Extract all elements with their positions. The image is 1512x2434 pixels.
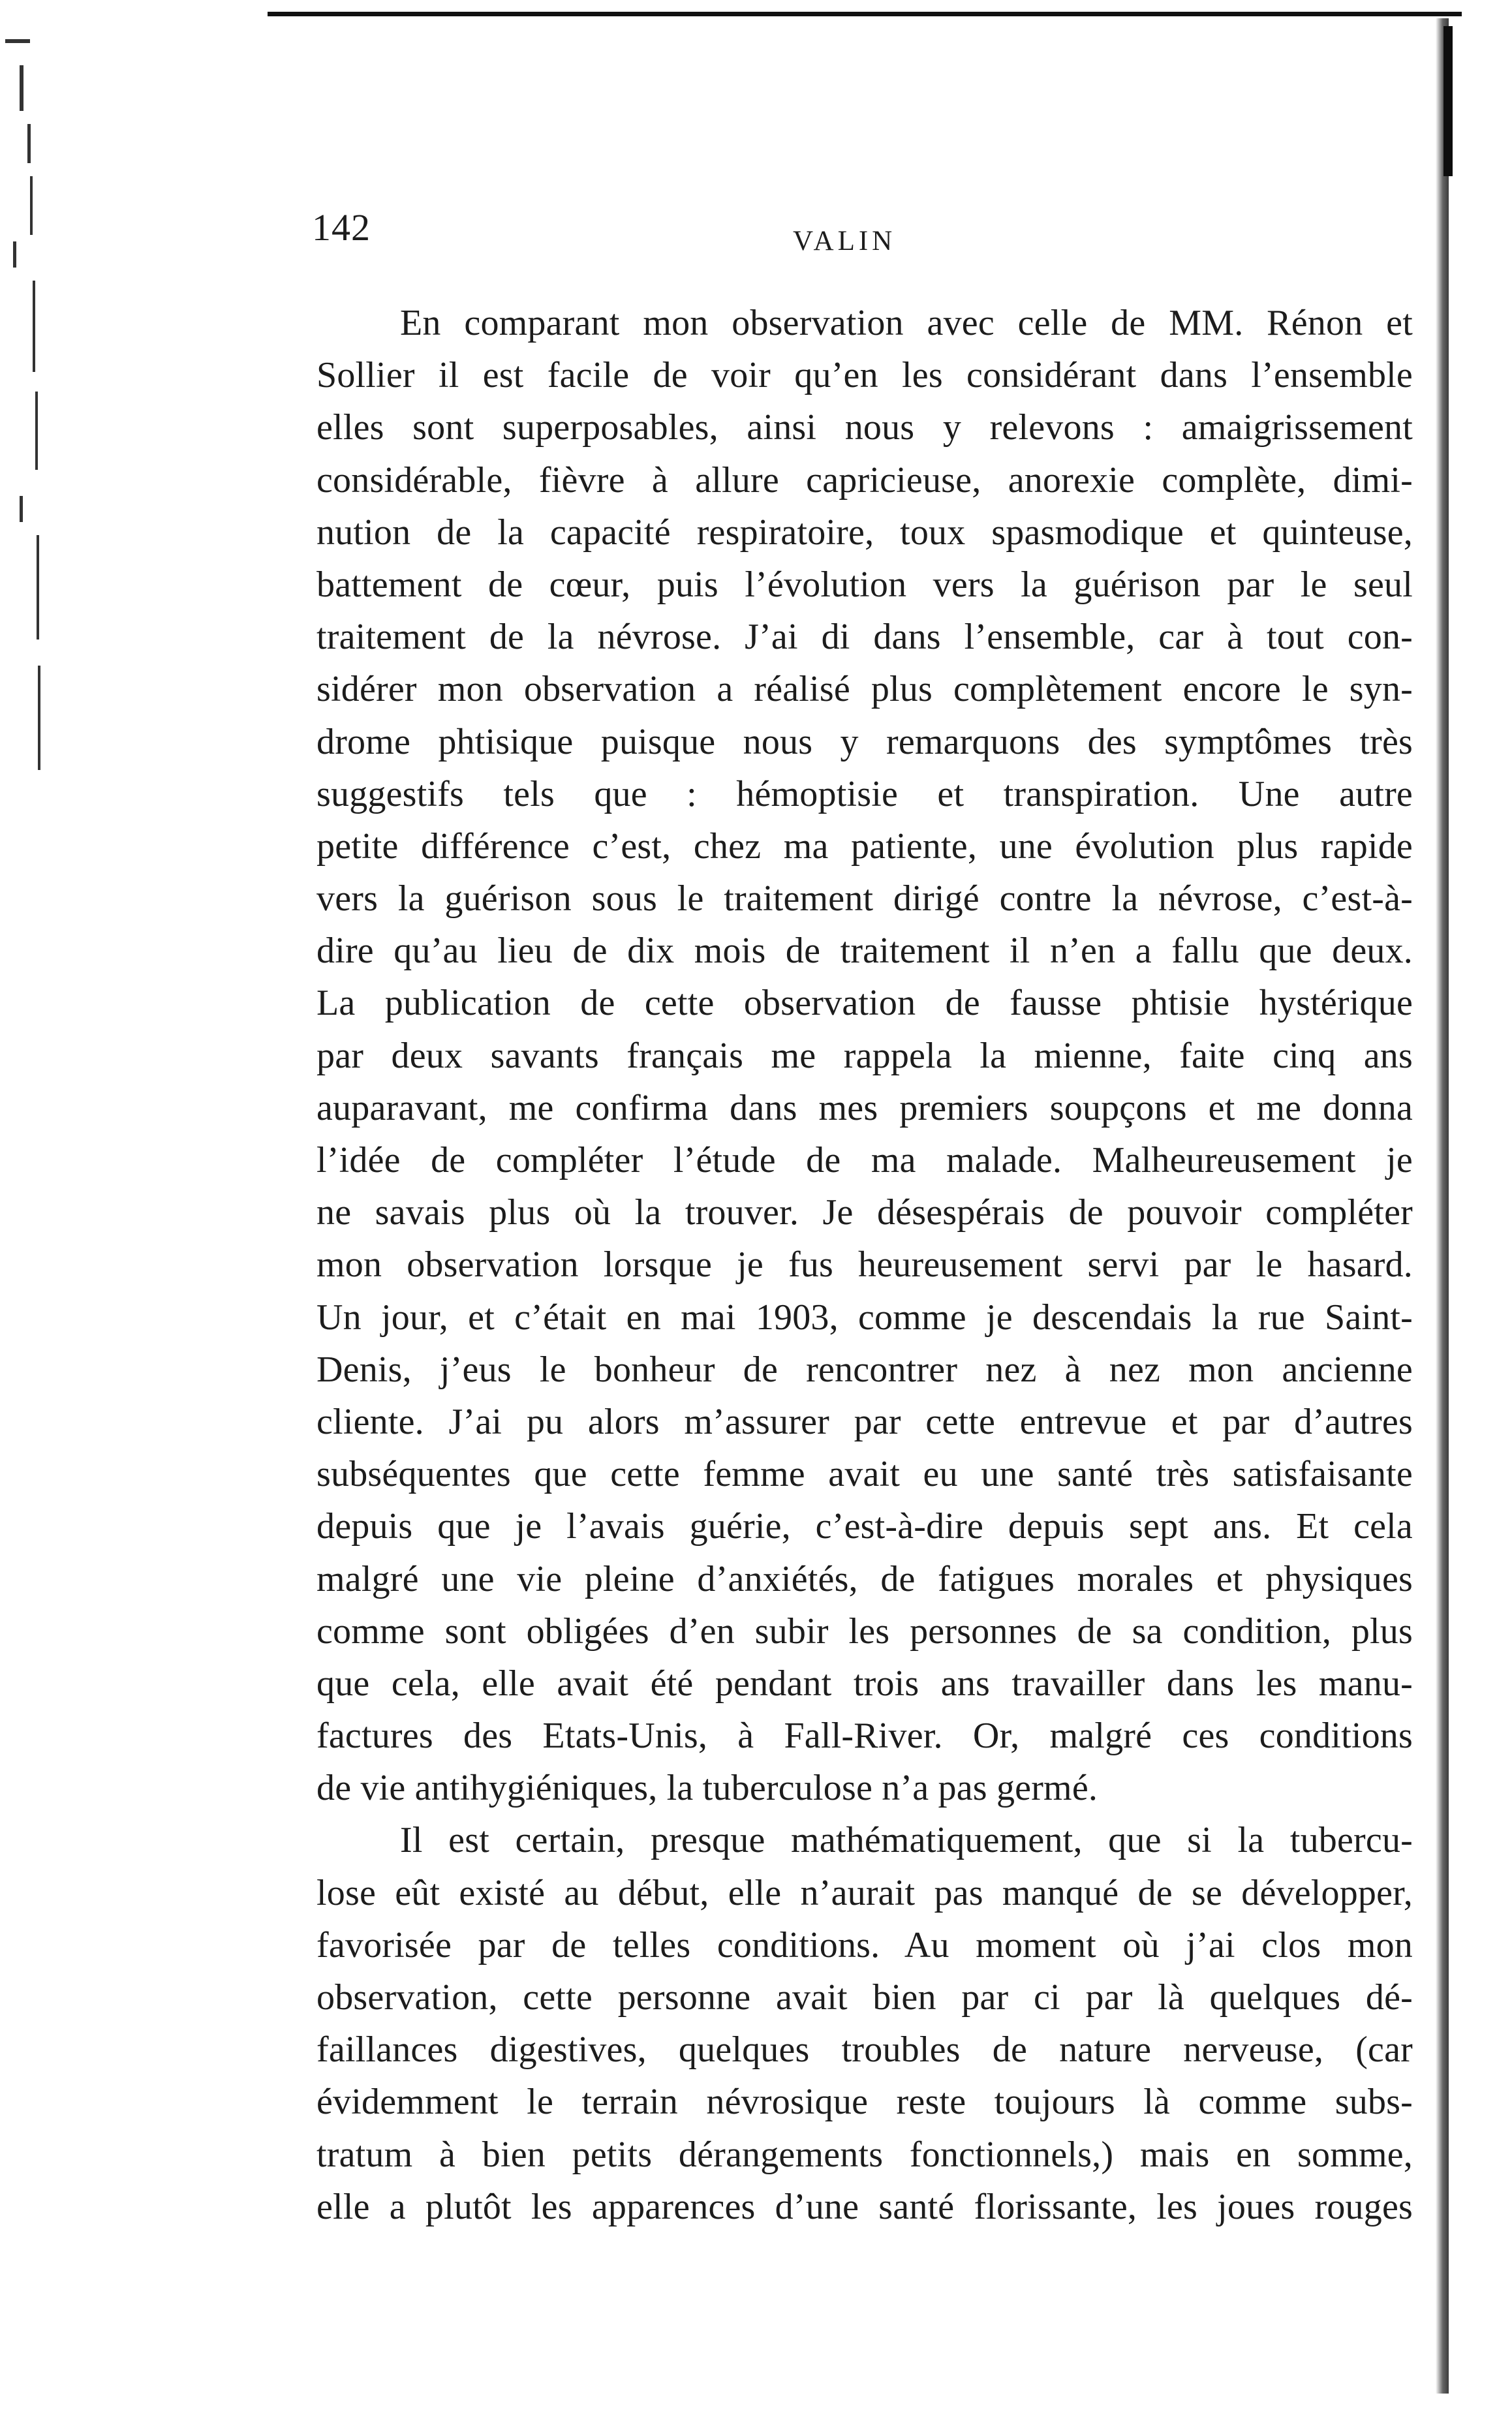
text-line: Il est certain, presque mathématiquement, que si la tubercu- [400,1820,1413,1861]
text-line: subséquentes que cette femme avait eu une santé très satisfaisante [316,1454,1413,1495]
text-line: l’idée de compléter l’étude de ma malade. Malheureusement je [316,1140,1413,1180]
text-line: Sollier il est facile de voir qu’en les considérant dans l’ensemble [316,355,1413,396]
text-line: observation, cette personne avait bien par ci par là quelques dé- [316,1977,1413,2018]
scan-right-edge-corner [1443,26,1453,176]
text-line: favorisée par de telles conditions. Au moment où j’ai clos mon [316,1924,1413,1965]
text-line: comme sont obligées d’en subir les personnes de sa condition, plus [316,1610,1413,1652]
text-line: elle a plutôt les apparences d’une santé florissante, les joues rouges [316,2186,1413,2227]
text-line: depuis que je l’avais guérie, c’est-à-dire depuis sept ans. Et cela [316,1506,1413,1547]
text-line: que cela, elle avait été pendant trois ans travailler dans les manu- [316,1663,1413,1704]
body-text [316,297,1413,2233]
text-line: La publication de cette observation de fausse phtisie hystérique [316,983,1413,1024]
text-line: traitement de la névrose. J’ai di dans l’ensemble, car à tout con- [316,617,1413,658]
text-line: faillances digestives, quelques troubles de nature nerveuse, (car [316,2029,1413,2071]
scan-left-margin-marks [0,26,78,809]
text-line: Denis, j’eus le bonheur de rencontrer nez à nez mon ancienne [316,1349,1413,1390]
scan-top-rule [268,12,1462,16]
text-line: par deux savants français me rappela la mienne, faite cinq ans [316,1035,1413,1076]
text-line: battement de cœur, puis l’évolution vers la guérison par le seul [316,564,1413,605]
text-line: lose eût existé au début, elle n’aurait pas manqué de se développer, [316,1872,1413,1913]
text-line: nution de la capacité respiratoire, toux spasmodique et quinteuse, [316,512,1413,553]
text-line: considérable, fièvre à allure capricieuse, anorexie complète, dimi- [316,459,1413,501]
text-line: factures des Etats-Unis, à Fall-River. Or, malgré ces conditions [316,1716,1413,1757]
page-number: 142 [312,206,371,249]
running-title: VALIN [793,226,897,256]
text-line: petite différence c’est, chez ma patiente, une évolution plus rapide [316,825,1413,867]
text-line: drome phtisique puisque nous y remarquons des symptômes très [316,721,1413,762]
text-line: En comparant mon observation avec celle de MM. Rénon et [400,303,1413,343]
scan-right-edge-shadow [1436,18,1449,2394]
text-line: cliente. J’ai pu alors m’assurer par cette entrevue et par d’autres [316,1401,1413,1442]
text-line: suggestifs tels que : hémoptisie et transpiration. Une autre [316,773,1413,814]
text-line: malgré une vie pleine d’anxiétés, de fatigues morales et physiques [316,1558,1413,1599]
text-line: ne savais plus où la trouver. Je désespérais de pouvoir compléter [316,1192,1413,1233]
text-line: sidérer mon observation a réalisé plus complètement encore le syn- [316,669,1413,710]
text-line: Un jour, et c’était en mai 1903, comme je descendais la rue Saint- [316,1297,1413,1338]
text-line: tratum à bien petits dérangements fonctionnels,) mais en somme, [316,2134,1413,2175]
text-line: vers la guérison sous le traitement dirigé contre la névrose, c’est-à- [316,878,1413,919]
text-line: mon observation lorsque je fus heureusement servi par le hasard. [316,1244,1413,1286]
text-line: dire qu’au lieu de dix mois de traitement il n’en a fallu que deux. [316,931,1413,972]
text-line: évidemment le terrain névrosique reste toujours là comme subs- [316,2082,1413,2123]
text-line: elles sont superposables, ainsi nous y relevons : amaigrissement [316,407,1413,448]
text-line: de vie antihygiéniques, la tuberculose n’a pas germé. [316,1768,1098,1809]
text-line: auparavant, me confirma dans mes premiers soupçons et me donna [316,1087,1413,1128]
